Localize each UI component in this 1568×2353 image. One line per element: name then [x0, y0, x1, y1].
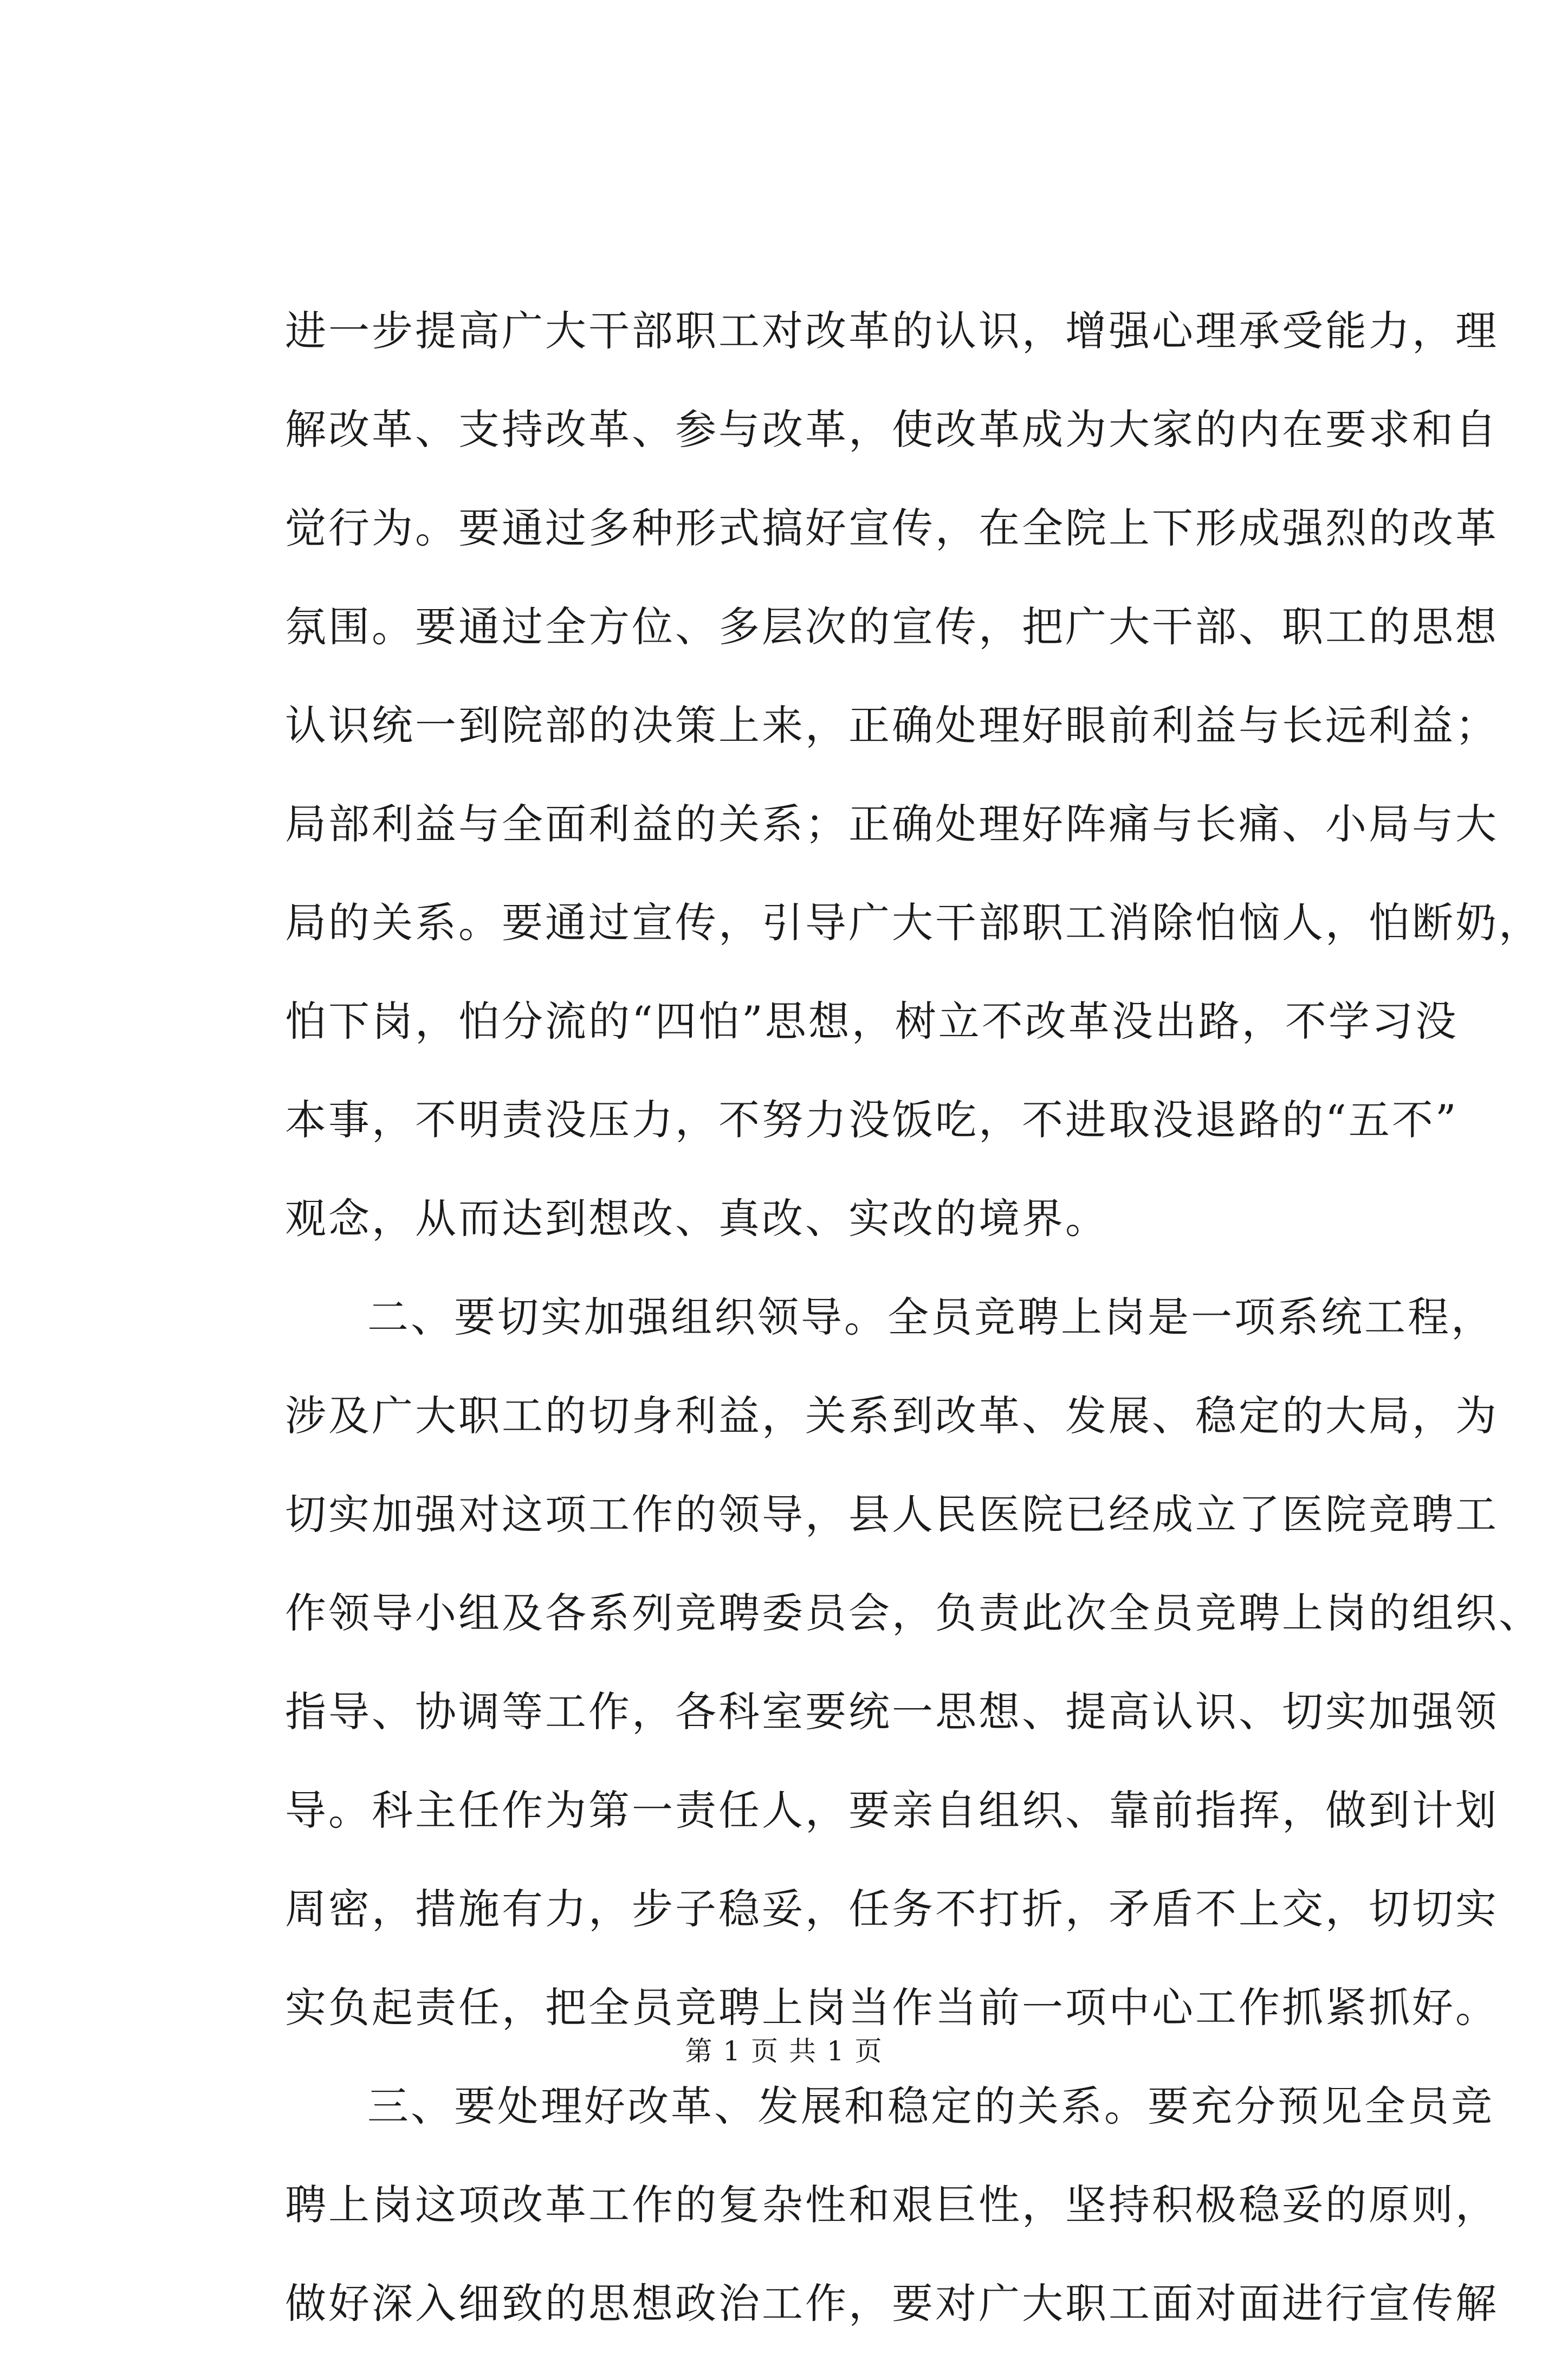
paragraph-heading-line: 三、要处理好改革、发展和稳定的关系。要充分预见全员竞	[367, 2082, 1494, 2130]
text-line: 局部利益与全面利益的关系；正确处理好阵痛与长痛、小局与大	[285, 800, 1499, 848]
text-line: 解改革、支持改革、参与改革，使改革成为大家的内在要求和自	[285, 405, 1499, 454]
text-line: 觉行为。要通过多种形式搞好宣传，在全院上下形成强烈的改革	[285, 504, 1499, 552]
text-line: 涉及广大职工的切身利益，关系到改革、发展、稳定的大局，为	[285, 1392, 1499, 1440]
text-line: 局的关系。要通过宣传，引导广大干部职工消除怕恼人，怕断奶，	[285, 898, 1542, 947]
text-line: 怕下岗，怕分流的“四怕”思想，树立不改革没出路，不学习没	[285, 997, 1459, 1045]
text-line: 做好深入细致的思想政治工作，要对广大职工面对面进行宣传解	[285, 2279, 1499, 2328]
text-line: 进一步提高广大干部职工对改革的认识，增强心理承受能力，理	[285, 307, 1499, 355]
text-line: 氛围。要通过全方位、多层次的宣传，把广大干部、职工的思想	[285, 603, 1499, 651]
text-line: 聘上岗这项改革工作的复杂性和艰巨性，坚持积极稳妥的原则，	[285, 2181, 1499, 2229]
text-line: 认识统一到院部的决策上来，正确处理好眼前利益与长远利益；	[285, 701, 1499, 749]
page-number-footer: 第 1 页 共 1 页	[685, 2035, 883, 2067]
text-line: 切实加强对这项工作的领导，县人民医院已经成立了医院竞聘工	[285, 1490, 1499, 1538]
text-line: 指导、协调等工作，各科室要统一思想、提高认识、切实加强领	[285, 1688, 1499, 1736]
text-line: 导。科主任作为第一责任人，要亲自组织、靠前指挥，做到计划	[285, 1786, 1499, 1834]
text-line: 实负起责任，把全员竞聘上岗当作当前一项中心工作抓紧抓好。	[285, 1983, 1499, 2032]
text-line: 观念，从而达到想改、真改、实改的境界。	[285, 1194, 1109, 1243]
text-line: 周密，措施有力，步子稳妥，任务不打折，矛盾不上交，切切实	[285, 1885, 1499, 1933]
text-line: 本事，不明责没压力，不努力没饭吃，不进取没退路的“五不”	[285, 1096, 1459, 1144]
paragraph-heading-line: 二、要切实加强组织领导。全员竞聘上岗是一项系统工程，	[367, 1293, 1494, 1341]
text-line: 作领导小组及各系列竞聘委员会，负责此次全员竞聘上岗的组织、	[285, 1589, 1542, 1637]
